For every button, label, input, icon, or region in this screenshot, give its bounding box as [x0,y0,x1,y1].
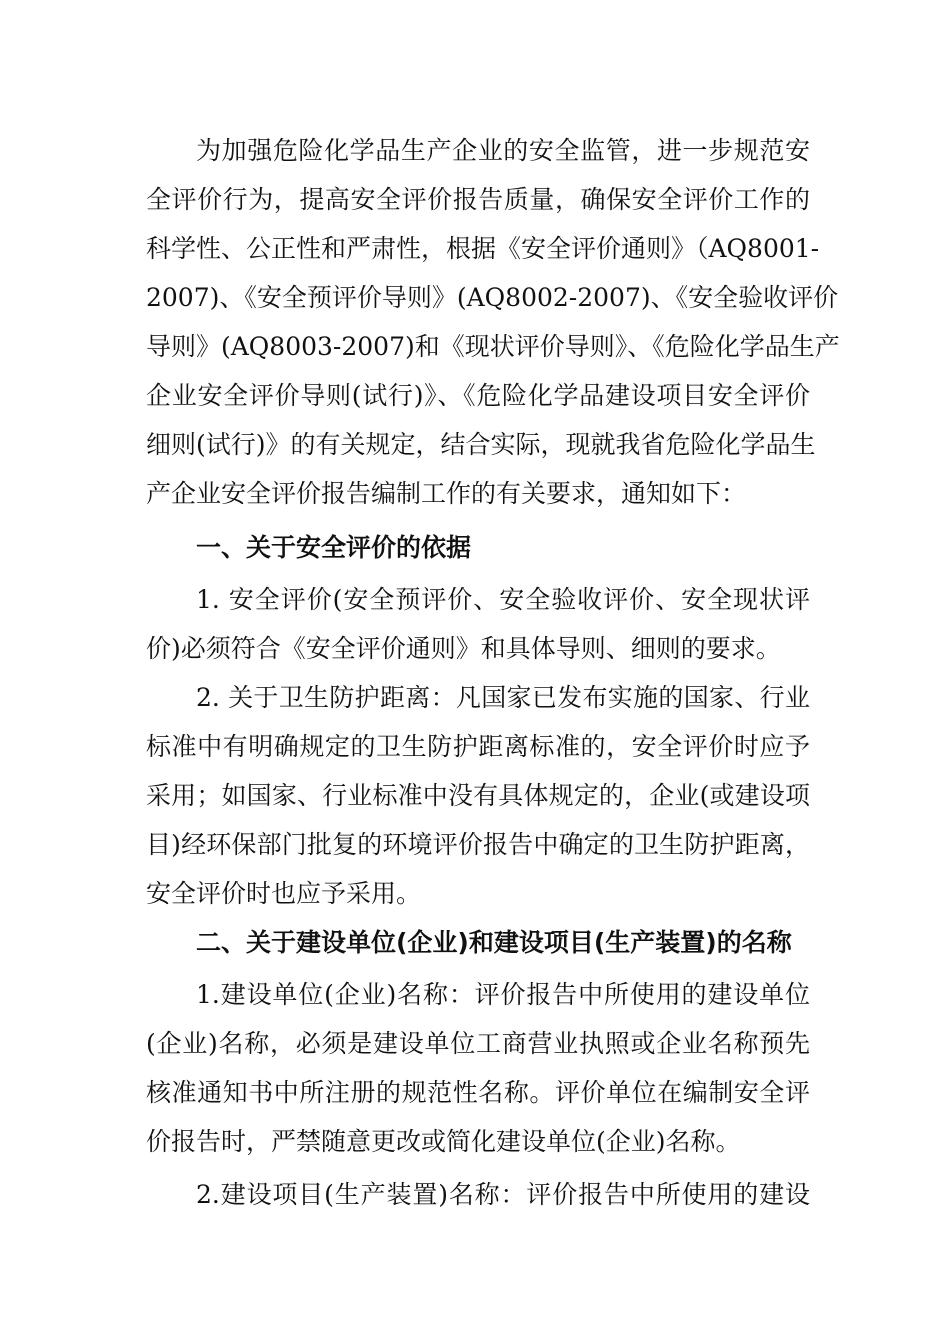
text-line: 为加强危险化学品生产企业的安全监管，进一步规范安 [196,136,810,165]
text-line: 采用；如国家、行业标准中没有具体规定的，企业(或建设项 [146,781,810,810]
text-line: 价)必须符合《安全评价通则》和具体导则、细则的要求。 [146,634,781,663]
text-line: 价报告时，严禁随意更改或简化建设单位(企业)名称。 [146,1127,741,1156]
text-line: 2. 关于卫生防护距离：凡国家已发布实施的国家、行业 [196,683,810,712]
text-line: 1.建设单位(企业)名称：评价报告中所使用的建设单位 [196,980,810,1009]
section-heading: 一、关于安全评价的依据 [196,533,472,562]
text-line: 细则(试行)》的有关规定，结合实际，现就我省危险化学品生 [146,430,816,459]
text-line: 科学性、公正性和严肃性，根据《安全评价通则》（AQ8001- [146,234,820,263]
text-line: 1. 安全评价(安全预评价、安全验收评价、安全现状评 [196,585,810,614]
text-line: 2.建设项目(生产装置)名称：评价报告中所使用的建设 [196,1180,810,1209]
text-line: 全评价行为，提高安全评价报告质量，确保安全评价工作的 [146,185,810,214]
text-line: (企业)名称，必须是建设单位工商营业执照或企业名称预先 [146,1029,810,1058]
text-line: 标准中有明确规定的卫生防护距离标准的，安全评价时应予 [146,732,810,761]
text-line: 安全评价时也应予采用。 [146,879,422,908]
section-heading: 二、关于建设单位(企业)和建设项目(生产装置)的名称 [196,928,792,957]
text-line: 2007)、《安全预评价导则》(AQ8002-2007)、《安全验收评价 [146,283,839,312]
text-line: 导则》(AQ8003-2007)和《现状评价导则》、《危险化学品生产 [146,332,840,361]
text-line: 产企业安全评价报告编制工作的有关要求，通知如下： [146,479,747,508]
text-line: 核准通知书中所注册的规范性名称。评价单位在编制安全评 [146,1078,810,1107]
text-line: 企业安全评价导则(试行)》、《危险化学品建设项目安全评价 [146,381,810,410]
text-line: 目)经环保部门批复的环境评价报告中确定的卫生防护距离， [146,830,810,859]
